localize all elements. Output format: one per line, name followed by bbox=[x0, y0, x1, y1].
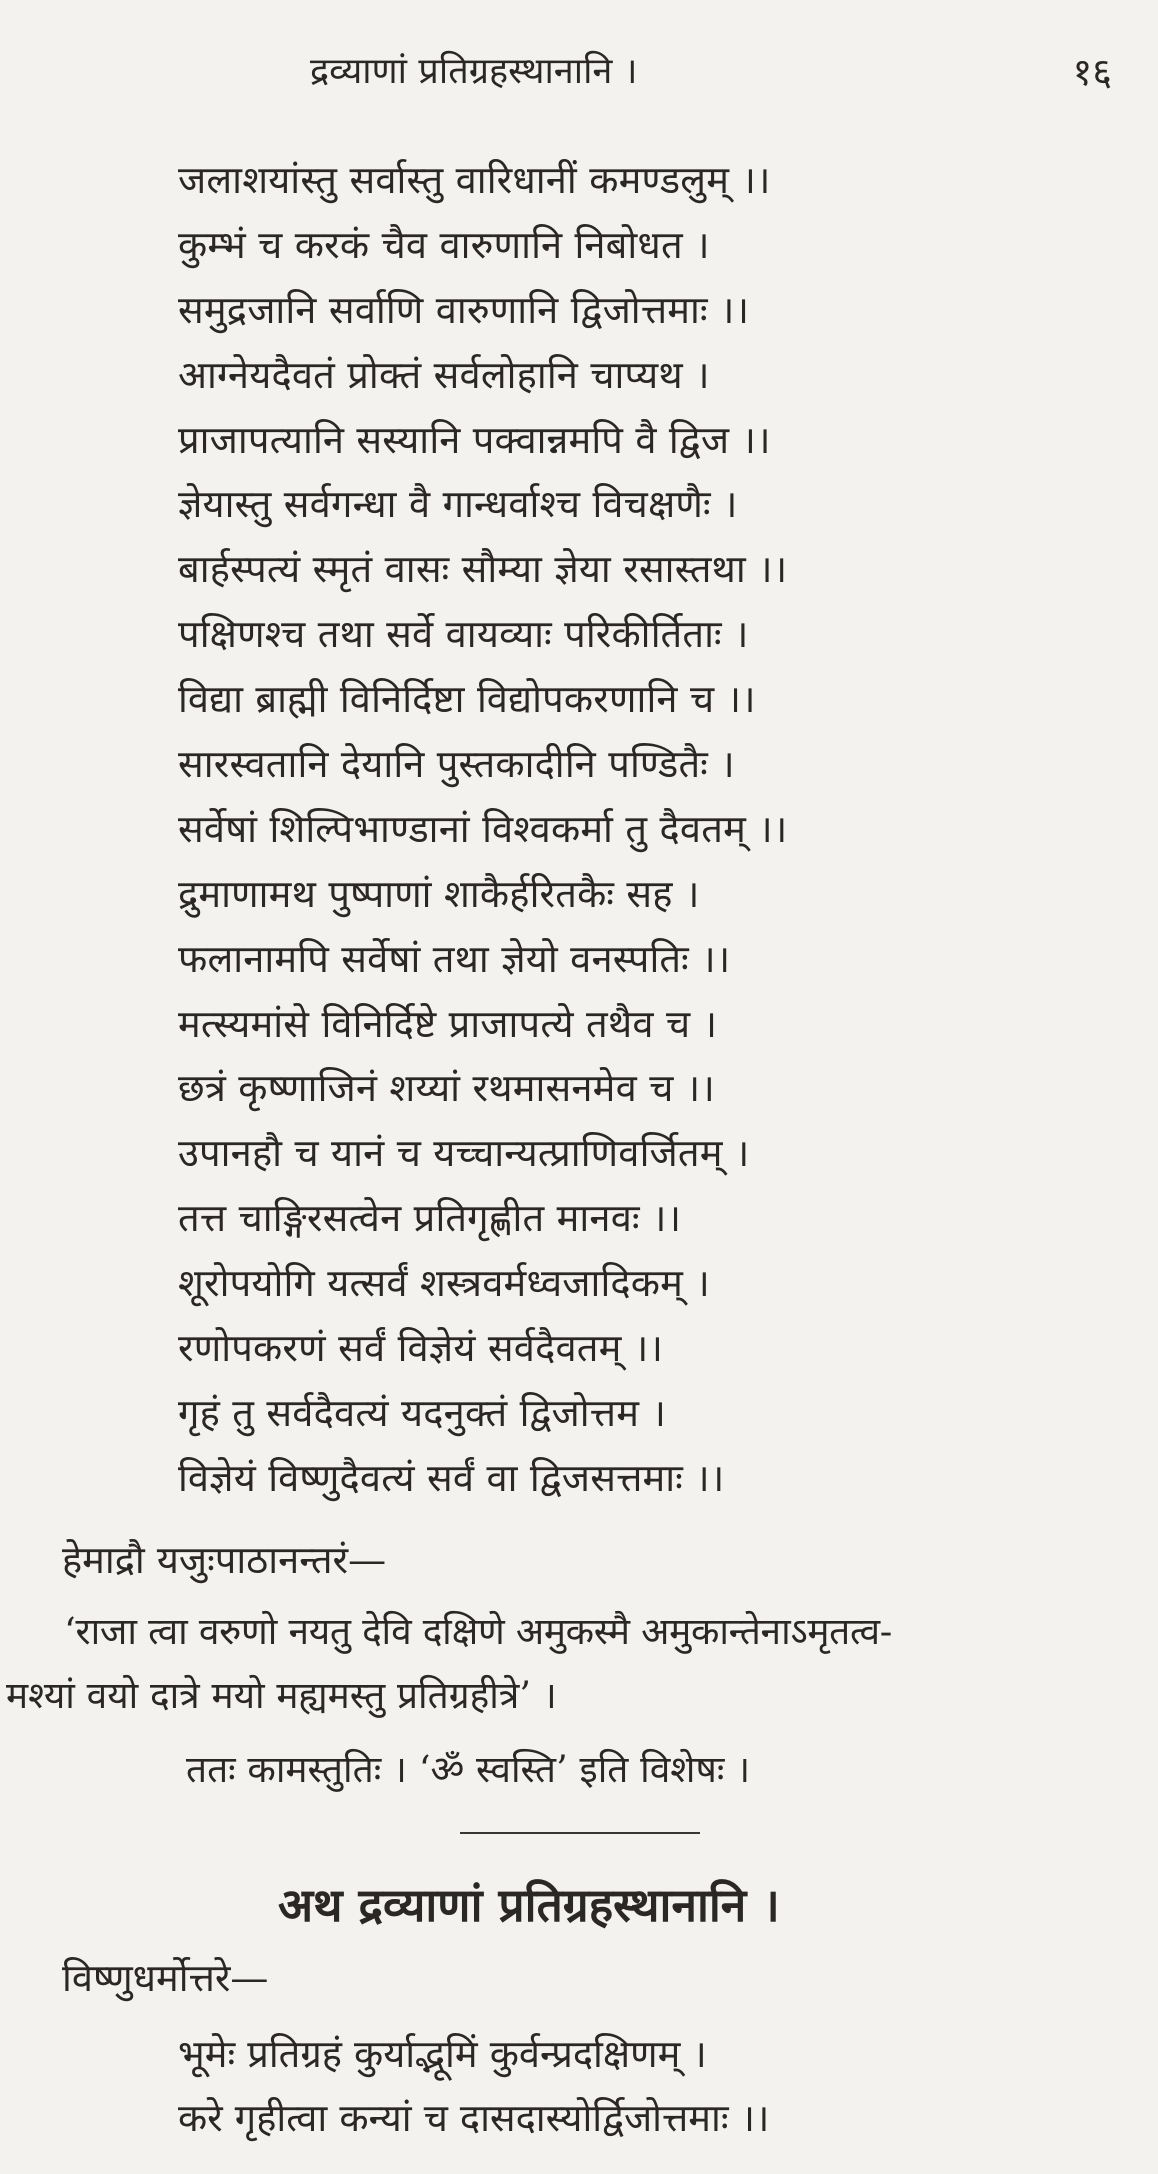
verse-block bbox=[178, 148, 1078, 1511]
verse-line: प्राजापत्यानि सस्यानि पक्वान्नमपि वै द्विज ।। bbox=[178, 417, 771, 462]
hemadri-source-label: हेमाद्रौ यजुःपाठानन्तरं— bbox=[62, 1538, 387, 1582]
vishnudharmottara-source-label: विष्णुधर्मोत्तरे— bbox=[62, 1956, 269, 2000]
verse-line: विज्ञेयं विष्णुदैवत्यं सर्वं वा द्विजसत्तमाः ।। bbox=[178, 1455, 725, 1500]
section-heading: अथ द्रव्याणां प्रतिग्रहस्थानानि । bbox=[278, 1878, 780, 1932]
verse-line: पक्षिणश्च तथा सर्वे वायव्याः परिकीर्तिताः । bbox=[178, 612, 749, 657]
mantra-line: मश्यां वयो दात्रे मयो मह्यमस्तु प्रतिग्रहीत्रे’ । bbox=[6, 1674, 557, 1717]
verse-line: मत्स्यमांसे विनिर्दिष्टे प्राजापत्ये तथैव च । bbox=[178, 1001, 718, 1046]
kamastuti-line: ततः कामस्तुतिः । ‘ॐ स्वस्ति’ इति विशेषः । bbox=[186, 1748, 751, 1791]
page-number: १६ bbox=[1072, 50, 1112, 94]
verse-line: करे गृहीत्वा कन्यां च दासदास्योर्द्विजोत्तमाः ।। bbox=[178, 2096, 770, 2140]
mantra-line: ‘राजा त्वा वरुणो नयतु देवि दक्षिणे अमुकस्मै अमुकान्तेनाऽमृतत्व- bbox=[64, 1610, 892, 1653]
verse-line: जलाशयांस्तु सर्वास्तु वारिधानीं कमण्डलुम् ।। bbox=[178, 158, 771, 202]
verse-line: सारस्वतानि देयानि पुस्तकादीनि पण्डितैः । bbox=[178, 742, 735, 787]
verse-line: ज्ञेयास्तु सर्वगन्धा वै गान्धर्वाश्च विचक्षणैः । bbox=[178, 482, 738, 527]
verse-line: तत्त चाङ्गिरसत्वेन प्रतिगृह्णीत मानवः ।। bbox=[178, 1196, 682, 1241]
verse-line: फलानामपि सर्वेषां तथा ज्ञेयो वनस्पतिः ।। bbox=[178, 936, 731, 981]
verse-line: द्रुमाणामथ पुष्पाणां शाकैर्हरितकैः सह । bbox=[178, 871, 700, 916]
verse-line: शूरोपयोगि यत्सर्वं शस्त्रवर्मध्वजादिकम् । bbox=[178, 1261, 710, 1306]
verse-line: विद्या ब्राह्मी विनिर्दिष्टा विद्योपकरणानि च ।। bbox=[178, 677, 756, 722]
running-title: द्रव्याणां प्रतिग्रहस्थानानि । bbox=[310, 51, 638, 92]
verse-line: भूमेः प्रतिग्रहं कुर्याद्भूमिं कुर्वन्प्रदक्षिणम् । bbox=[178, 2032, 707, 2076]
verse-line: रणोपकरणं सर्वं विज्ञेयं सर्वदैवतम् ।। bbox=[178, 1326, 664, 1371]
running-header bbox=[0, 42, 1158, 102]
verse-line: सर्वेषां शिल्पिभाण्डानां विश्वकर्मा तु दैवतम् ।। bbox=[178, 806, 788, 851]
final-verse-block bbox=[178, 2022, 1078, 2150]
verse-line: आग्नेयदैवतं प्रोक्तं सर्वलोहानि चाप्यथ । bbox=[178, 352, 710, 397]
verse-line: समुद्रजानि सर्वाणि वारुणानि द्विजोत्तमाः ।। bbox=[178, 287, 750, 332]
verse-line: बार्हस्पत्यं स्मृतं वासः सौम्या ज्ञेया रसास्तथा ।। bbox=[178, 547, 788, 592]
verse-line: गृहं तु सर्वदैवत्यं यदनुक्तं द्विजोत्तम । bbox=[178, 1390, 667, 1435]
verse-line: उपानहौ च यानं च यच्चान्यत्प्राणिवर्जितम् । bbox=[178, 1131, 750, 1176]
verse-line: छत्रं कृष्णाजिनं शय्यां रथमासनमेव च ।। bbox=[178, 1066, 716, 1111]
section-divider bbox=[460, 1832, 700, 1834]
verse-line: कुम्भं च करकं चैव वारुणानि निबोधत । bbox=[178, 222, 710, 267]
